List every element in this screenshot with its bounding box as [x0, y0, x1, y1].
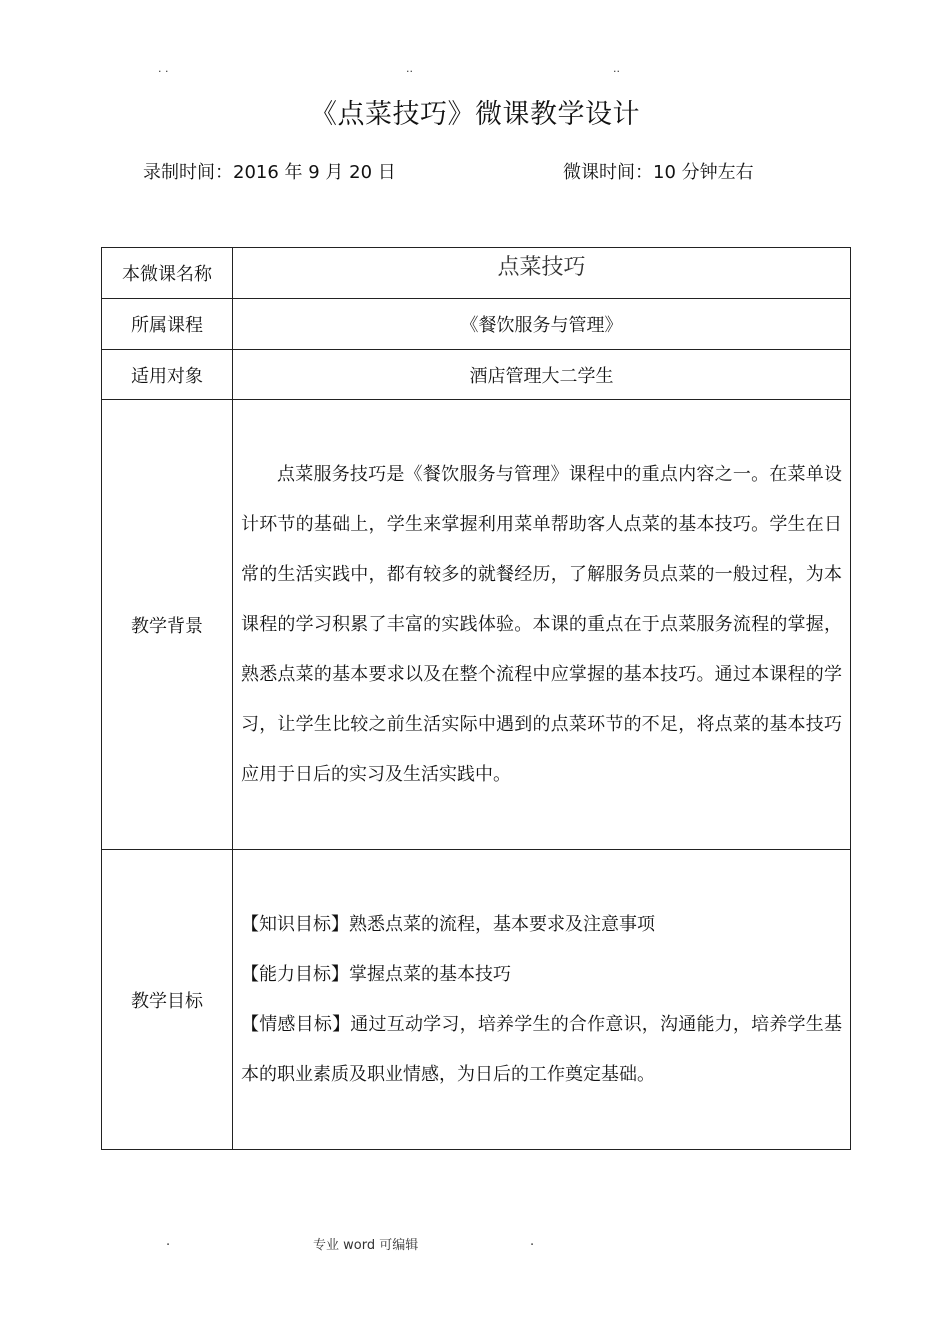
row-label: 本微课名称: [102, 248, 233, 299]
table-row: [102, 248, 851, 299]
document-title: 《点菜技巧》微课教学设计: [310, 99, 640, 130]
header-mark-left: . .: [158, 62, 169, 75]
row-value: 酒店管理大二学生: [233, 350, 851, 400]
table-row: [102, 299, 851, 350]
goal-emotion: 【情感目标】通过互动学习，培养学生的合作意识，沟通能力，培养学生基本的职业素质及职业情感，为日后的工作奠定基础。: [241, 1013, 842, 1085]
background-cell: [233, 400, 851, 850]
footer-text: 专业 word 可编辑: [313, 1238, 419, 1253]
row-label: 所属课程: [102, 299, 233, 350]
background-label: 教学背景: [102, 400, 233, 850]
goals-cell: [233, 850, 851, 1150]
row-label: 适用对象: [102, 350, 233, 400]
row-value: 《餐饮服务与管理》: [233, 299, 851, 350]
table-row-goals: [102, 850, 851, 1150]
goal-ability: 【能力目标】掌握点菜的基本技巧: [241, 963, 511, 985]
footer-dot-left: .: [166, 1234, 171, 1249]
record-time: 录制时间：2016 年 9 月 20 日: [143, 162, 396, 183]
goal-knowledge: 【知识目标】熟悉点菜的流程，基本要求及注意事项: [241, 913, 655, 935]
course-duration: 微课时间：10 分钟左右: [563, 162, 754, 183]
table-row: [102, 350, 851, 400]
row-value: 点菜技巧: [233, 248, 851, 299]
goals-label: 教学目标: [102, 850, 233, 1150]
table-row-background: [102, 400, 851, 850]
background-text: 点菜服务技巧是《餐饮服务与管理》课程中的重点内容之一。在菜单设计环节的基础上，学生来掌握利用菜单帮助客人点菜的基本技巧。学生在日常的生活实践中，都有较多的就餐经历，了解服务员点菜的一般过程，为本课程的学习积累了丰富的实践体验。本课的重点在于点菜服务流程的掌握，熟悉点菜的基本要求以及在整个流程中应掌握的基本技巧。通过本课程的学习，让学生比较之前生活实际中遇到的点菜环节的不足，将点菜的基本技巧应用于日后的实习及生活实践中。: [241, 463, 842, 785]
header-mark-right: ..: [613, 62, 620, 75]
design-table: [101, 247, 851, 1150]
footer-dot-right: .: [530, 1234, 535, 1249]
header-mark-center: ..: [406, 62, 413, 75]
